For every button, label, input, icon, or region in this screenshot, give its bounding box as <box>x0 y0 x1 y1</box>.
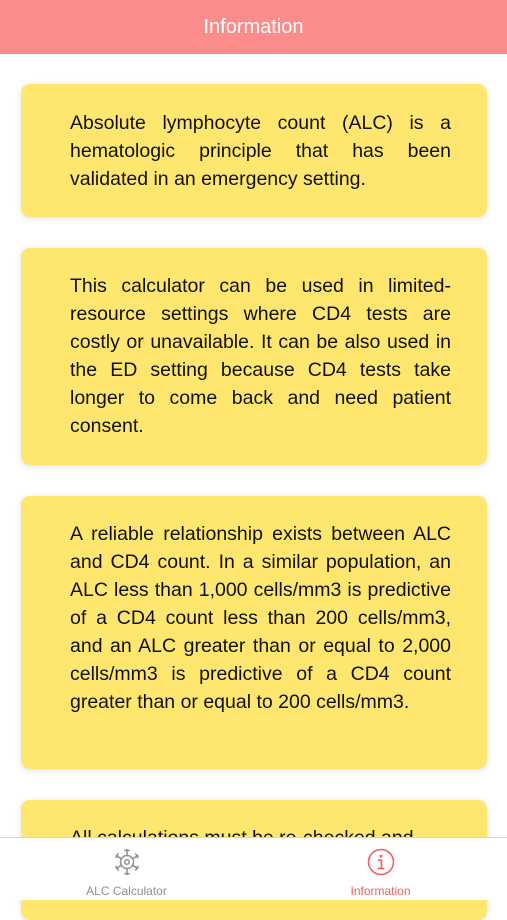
info-card-relationship <box>21 496 487 769</box>
tab-alc-calculator-label: ALC Calculator <box>86 884 167 898</box>
info-card-text: Absolute lymphocyte count (ALC) is a hematologic principle that has been validated in an emergency setting. <box>70 112 451 190</box>
page-title: Information <box>203 15 304 38</box>
navigation-bar <box>0 0 507 54</box>
tab-information-label: Information <box>350 884 411 898</box>
info-card-usage <box>21 248 487 465</box>
information-scroll-view[interactable] <box>0 54 507 837</box>
info-card-text: A reliable relationship exists between ALC and CD4 count. In a similar population, an ALC less than 1,000 cells/mm3 is predictive of a CD4 count less than 200 cells/mm3, and an ALC greater than or equal to 2,000 cells/mm3 is predictive of a CD4 count greater than or equal to 200 cells/mm3. <box>70 523 451 713</box>
info-card-alc-principle <box>21 84 487 217</box>
lymphocyte-icon <box>112 847 142 877</box>
info-card-text: This calculator can be used in limited-resource settings where CD4 tests are costly or unavailable. It can be also used in the ED setting because CD4 tests take longer to come back and need patient consent. <box>70 275 451 437</box>
tab-bar <box>0 837 507 900</box>
tab-information[interactable] <box>254 838 507 900</box>
tab-alc-calculator[interactable] <box>0 838 253 900</box>
info-circle-icon <box>366 847 396 877</box>
